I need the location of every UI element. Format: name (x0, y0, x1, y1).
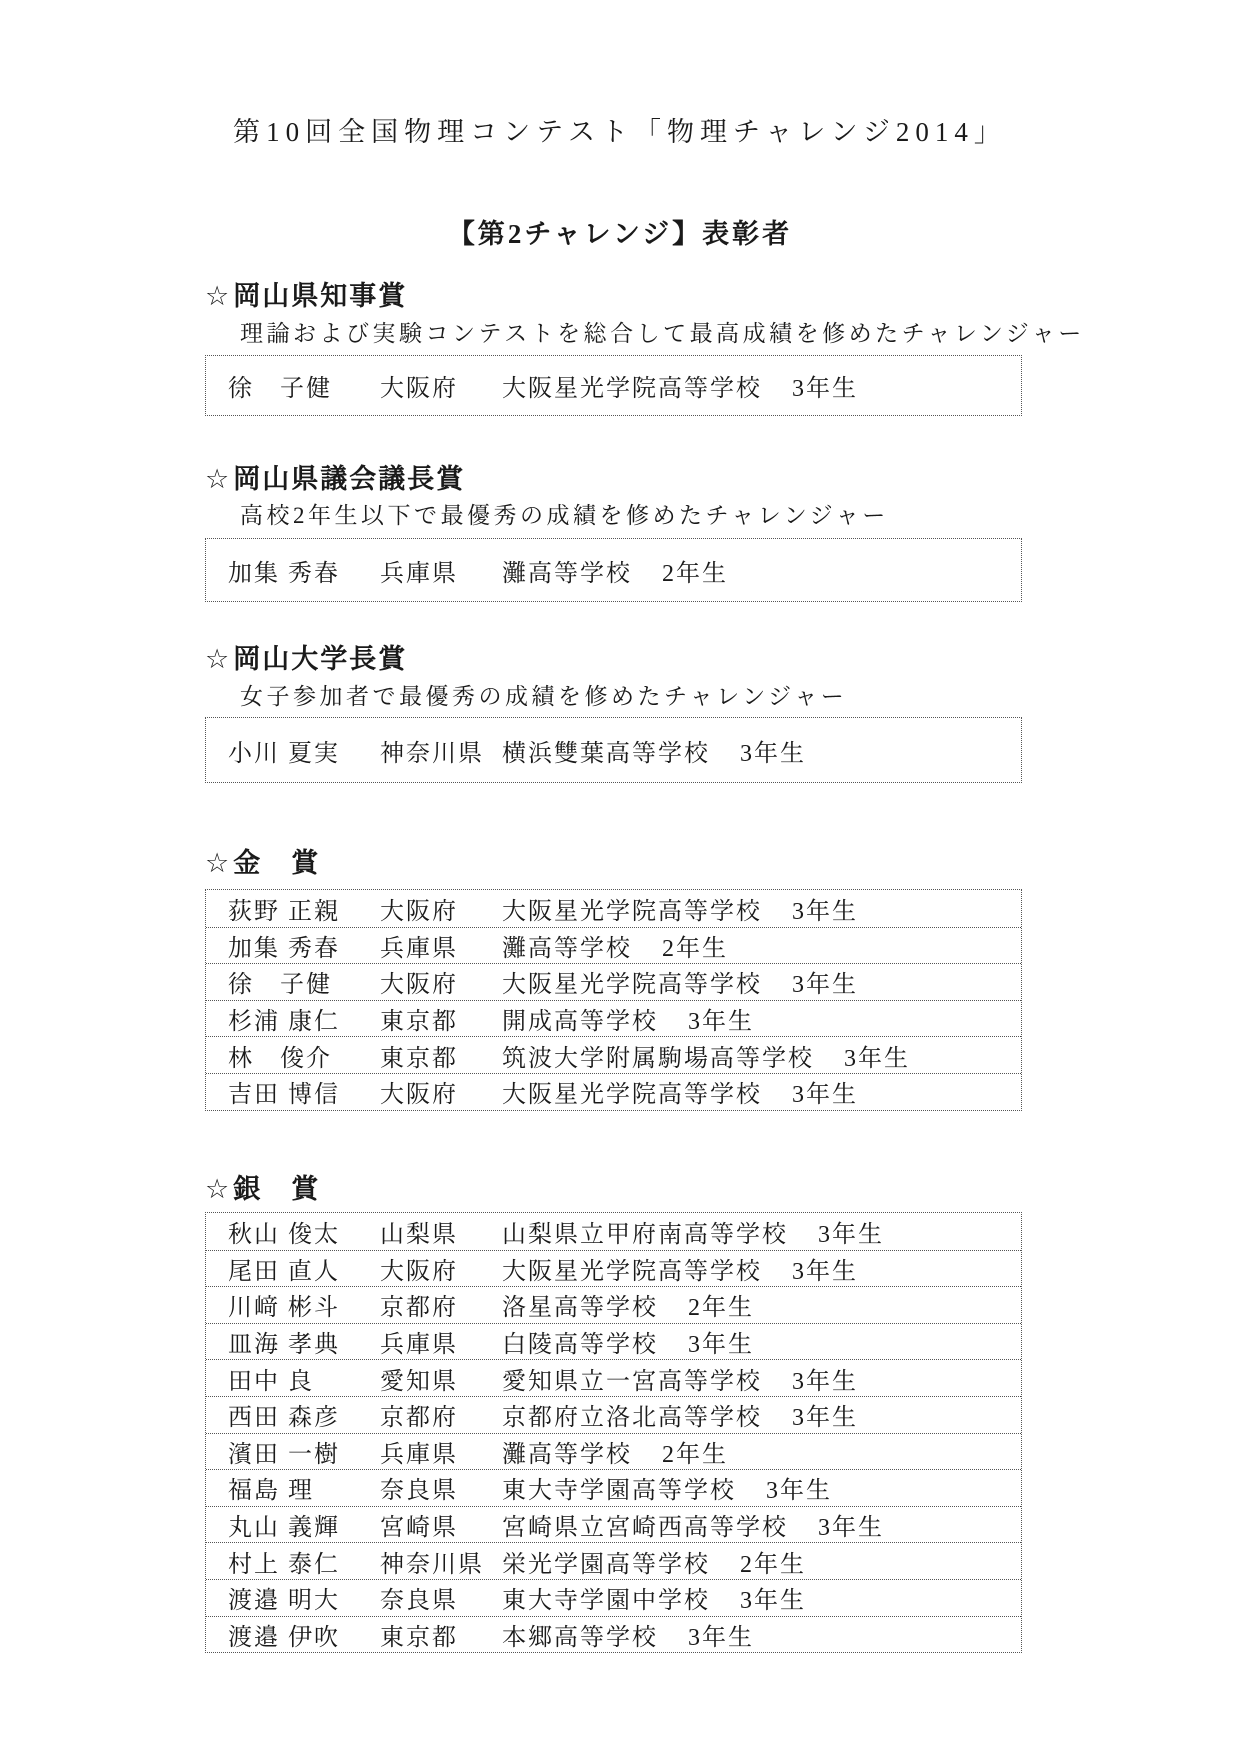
star-icon: ☆ (205, 464, 232, 494)
awardee-row (206, 1616, 1021, 1653)
awardee-row (206, 356, 1021, 415)
section-heading-label: 岡山県議会議長賞 (233, 464, 466, 494)
awardee-prefecture: 大阪府 (380, 1082, 458, 1109)
awardee-school: 愛知県立一宮高等学校 (502, 1368, 762, 1395)
awardee-name: 丸山 義輝 (228, 1515, 340, 1542)
awardee-grade: 3年生 (688, 1332, 754, 1359)
awardee-grade: 3年生 (818, 1515, 884, 1542)
awardee-name: 皿海 孝典 (228, 1332, 340, 1359)
awardee-prefecture: 大阪府 (380, 376, 458, 402)
awardee-name: 田中 良 (228, 1368, 314, 1395)
awardee-table-gold (205, 889, 1022, 1111)
awardee-grade: 3年生 (792, 898, 858, 925)
awardee-prefecture: 神奈川県 (380, 740, 484, 767)
awardee-grade: 3年生 (766, 1478, 832, 1505)
awardee-name: 荻野 正親 (228, 898, 340, 925)
awardee-school: 大阪星光学院高等学校 (502, 1258, 762, 1285)
awardee-name: 徐 子健 (228, 972, 332, 999)
awardee-row (206, 890, 1021, 927)
awardee-school: 東大寺学園高等学校 (502, 1478, 736, 1505)
awardee-grade: 2年生 (662, 935, 728, 962)
awardee-box-governor (205, 355, 1022, 416)
page-subtitle: 【第2チャレンジ】表彰者 (447, 219, 793, 249)
awardee-prefecture: 兵庫県 (380, 1332, 458, 1359)
awardee-school: 宮崎県立宮崎西高等学校 (502, 1515, 788, 1542)
awardee-row (206, 1579, 1021, 1616)
section-heading-label: 銀 賞 (233, 1174, 321, 1204)
awardee-grade: 3年生 (740, 1588, 806, 1615)
awardee-box-assembly-chair (205, 538, 1022, 602)
awardee-row (206, 1506, 1021, 1543)
awardee-name: 杉浦 康仁 (228, 1009, 340, 1036)
section-heading-silver-award (205, 1167, 320, 1206)
awardee-school: 大阪星光学院高等学校 (502, 376, 762, 402)
awardee-prefecture: 東京都 (380, 1045, 458, 1072)
awardee-prefecture: 京都府 (380, 1295, 458, 1322)
awardee-grade: 2年生 (662, 560, 728, 587)
awardee-name: 西田 森彦 (228, 1405, 340, 1432)
awardee-row (206, 1000, 1021, 1037)
awardee-row (206, 963, 1021, 1000)
awardee-grade: 3年生 (740, 740, 806, 767)
awardee-row (206, 1433, 1021, 1470)
awardee-prefecture: 兵庫県 (380, 560, 458, 587)
awardee-prefecture: 神奈川県 (380, 1551, 484, 1578)
awardee-name: 小川 夏実 (228, 740, 340, 767)
page-title: 第10回全国物理コンテスト「物理チャレンジ2014」 (233, 117, 1007, 147)
awardee-name: 吉田 博信 (228, 1082, 340, 1109)
awardee-grade: 3年生 (792, 1082, 858, 1109)
star-icon: ☆ (205, 848, 232, 878)
awardee-grade: 3年生 (792, 376, 858, 402)
awardee-school: 大阪星光学院高等学校 (502, 972, 762, 999)
awardee-prefecture: 奈良県 (380, 1478, 458, 1505)
section-heading-gold-award (205, 841, 320, 880)
awardee-school: 洛星高等学校 (502, 1295, 658, 1322)
awardee-school: 大阪星光学院高等学校 (502, 898, 762, 925)
awardee-prefecture: 宮崎県 (380, 1515, 458, 1542)
awardee-grade: 2年生 (740, 1551, 806, 1578)
awardee-school: 灘高等学校 (502, 560, 632, 587)
awardee-prefecture: 愛知県 (380, 1368, 458, 1395)
awardee-name: 渡邉 伊吹 (228, 1624, 340, 1651)
awardee-row (206, 1036, 1021, 1073)
awardee-school: 大阪星光学院高等学校 (502, 1082, 762, 1109)
awardee-school: 筑波大学附属駒場高等学校 (502, 1045, 814, 1072)
awardee-row (206, 718, 1021, 782)
star-icon: ☆ (205, 281, 232, 311)
awardee-name: 福島 理 (228, 1478, 314, 1505)
awardee-prefecture: 京都府 (380, 1405, 458, 1432)
awardee-name: 渡邉 明大 (228, 1588, 340, 1615)
awardee-table-silver (205, 1212, 1022, 1653)
awardee-grade: 3年生 (792, 1258, 858, 1285)
awardee-row (206, 927, 1021, 964)
awardee-school: 山梨県立甲府南高等学校 (502, 1221, 788, 1248)
awardee-row (206, 1250, 1021, 1287)
awardee-prefecture: 奈良県 (380, 1588, 458, 1615)
awardee-name: 秋山 俊太 (228, 1221, 340, 1248)
awardee-name: 林 俊介 (228, 1045, 332, 1072)
awardee-grade: 3年生 (792, 1405, 858, 1432)
awardee-name: 加集 秀春 (228, 935, 340, 962)
awardee-school: 灘高等学校 (502, 935, 632, 962)
section-heading-university-president-award (205, 637, 407, 676)
awardee-name: 尾田 直人 (228, 1258, 340, 1285)
awardee-grade: 3年生 (688, 1009, 754, 1036)
awardee-name: 徐 子健 (228, 376, 332, 402)
awardee-row (206, 1542, 1021, 1579)
awardee-grade: 2年生 (688, 1295, 754, 1322)
awardee-row (206, 1396, 1021, 1433)
awardee-row (206, 539, 1021, 601)
awardee-prefecture: 東京都 (380, 1624, 458, 1651)
awardee-row (206, 1286, 1021, 1323)
section-description: 女子参加者で最優秀の成績を修めたチャレンジャー (240, 684, 848, 709)
awardee-school: 本郷高等学校 (502, 1624, 658, 1651)
awardee-prefecture: 東京都 (380, 1009, 458, 1036)
awardee-name: 村上 泰仁 (228, 1551, 340, 1578)
section-heading-assembly-chair-award (205, 457, 465, 496)
section-heading-label: 岡山県知事賞 (233, 281, 408, 311)
awardee-prefecture: 兵庫県 (380, 1441, 458, 1468)
awardee-school: 東大寺学園中学校 (502, 1588, 710, 1615)
awardee-name: 濱田 一樹 (228, 1441, 340, 1468)
awardee-school: 横浜雙葉高等学校 (502, 740, 710, 767)
awardee-grade: 3年生 (688, 1624, 754, 1651)
awardee-school: 白陵高等学校 (502, 1332, 658, 1359)
awardee-school: 開成高等学校 (502, 1009, 658, 1036)
awardee-grade: 3年生 (792, 1368, 858, 1395)
awardee-grade: 3年生 (844, 1045, 910, 1072)
awardee-grade: 3年生 (818, 1221, 884, 1248)
section-heading-label: 岡山大学長賞 (233, 644, 408, 674)
section-description: 高校2年生以下で最優秀の成績を修めたチャレンジャー (240, 503, 889, 528)
awardee-row (206, 1359, 1021, 1396)
section-heading-governor-award (205, 274, 407, 313)
awardee-row (206, 1323, 1021, 1360)
awardee-box-university-president (205, 717, 1022, 783)
awardee-prefecture: 大阪府 (380, 898, 458, 925)
awardee-row (206, 1213, 1021, 1250)
awardee-school: 京都府立洛北高等学校 (502, 1405, 762, 1432)
section-description: 理論および実験コンテストを総合して最高成績を修めたチャレンジャー (240, 321, 1085, 346)
awardee-school: 灘高等学校 (502, 1441, 632, 1468)
awardee-row (206, 1469, 1021, 1506)
awardee-name: 川﨑 彬斗 (228, 1295, 340, 1322)
star-icon: ☆ (205, 1174, 232, 1204)
awardee-grade: 2年生 (662, 1441, 728, 1468)
awardee-prefecture: 兵庫県 (380, 935, 458, 962)
awardee-prefecture: 大阪府 (380, 1258, 458, 1285)
awardee-prefecture: 大阪府 (380, 972, 458, 999)
awardee-row (206, 1073, 1021, 1110)
awardee-prefecture: 山梨県 (380, 1221, 458, 1248)
awardee-name: 加集 秀春 (228, 560, 340, 587)
section-heading-label: 金 賞 (233, 848, 321, 878)
awardee-school: 栄光学園高等学校 (502, 1551, 710, 1578)
awardee-grade: 3年生 (792, 972, 858, 999)
star-icon: ☆ (205, 644, 232, 674)
